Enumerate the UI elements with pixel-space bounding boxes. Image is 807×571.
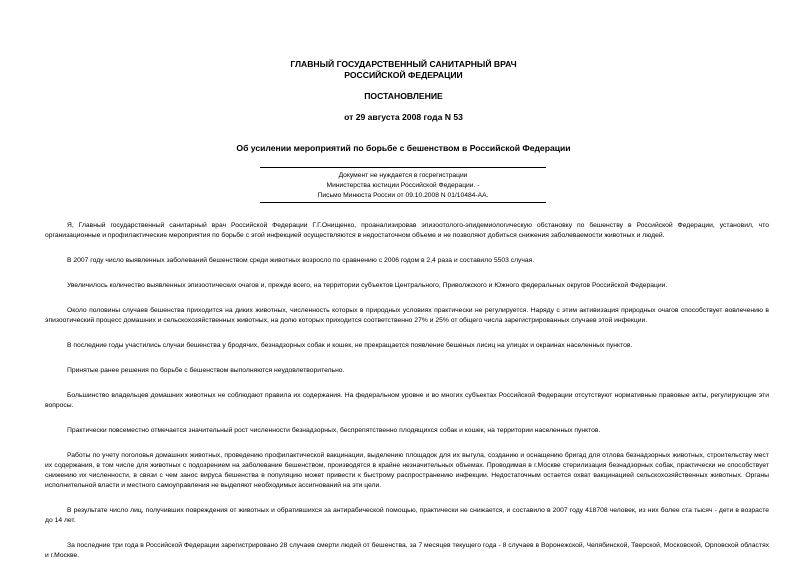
issuer-line-2: РОССИЙСКОЙ ФЕДЕРАЦИИ: [344, 70, 463, 80]
registration-notice: [260, 167, 546, 203]
paragraph-7: Большинство владельцев домашних животных не соблюдают правила их содержания. На федеральном уровне и во многих субъектах Российской Федерации отсутствуют нормативные правовые акты, регулирующие эти вопросы.: [45, 392, 769, 409]
document-date-number: от 29 августа 2008 года N 53: [344, 112, 463, 122]
document-type: ПОСТАНОВЛЕНИЕ: [364, 91, 443, 101]
issuer-line-1: ГЛАВНЫЙ ГОСУДАРСТВЕННЫЙ САНИТАРНЫЙ ВРАЧ: [290, 59, 517, 69]
document-body: [45, 221, 769, 561]
paragraph-2: В 2007 году число выявленных заболеваний бешенством среди животных возросло по сравнению с 2006 годом в 2,4 раза и составило 5503 случая.: [67, 257, 535, 264]
paragraph-10: В результате число лиц, получивших повреждения от животных и обратившихся за антирабической помощью, практически не снижается, и составило в 2007 году 418708 человек, из них более ста тысяч - дети в возрасте до 14 лет.: [45, 507, 769, 524]
paragraph-4: Около половины случаев бешенства приходится на диких животных, численность которых в природных условиях практически не регулируется. Наряду с этим активизация природных очагов способствует вовлечению в эпизоотический процесс домашних и сельскохозяйственных животных, на долю которых приходится соответственно 27% и 25% от общего числа зарегистрированных случаев этой инфекции.: [45, 307, 769, 324]
paragraph-8: Практически повсеместно отмечается значительный рост численности безнадзорных, беспрепятственно плодящихся собак и кошек, на территории населенных пунктов.: [67, 427, 601, 434]
paragraph-11: За последние три года в Российской Федерации зарегистрировано 28 случаев смерти людей от бешенства, за 7 месяцев текущего года - 8 случаев в Воронежской, Челябинской, Тверской, Московской, Орловской областях и г.Москве.: [45, 542, 769, 559]
notice-line-3: Письмо Минюста России от 09.10.2008 N 01/10484-АА.: [317, 192, 489, 199]
paragraph-6: Принятые ранее решения по борьбе с бешенством выполняются неудовлетворительно.: [67, 367, 345, 374]
paragraph-5: В последние годы участились случаи бешенства у бродячих, безнадзорных собак и кошек, не прекращается появление бешеных лисиц на улицах и окраинах населенных пунктов.: [67, 342, 633, 349]
notice-line-1: Документ не нуждается в госрегистрации: [338, 172, 468, 179]
paragraph-1: Я, Главный государственный санитарный врач Российской Федерации Г.Г.Онищенко, проанализировав эпизоотолого-эпидемиологическую обстановку по бешенству в Российской Федерации, установил, что организационные и профилактические мероприятия по борьбе с этой инфекцией осуществляются в недостаточном объеме и не позволяют добиться снижения заболеваемости животных и людей.: [45, 222, 769, 239]
document-title: Об усилении мероприятий по борьбе с бешенством в Российской Федерации: [236, 143, 571, 153]
paragraph-3: Увеличилось количество выявленных эпизоотических очагов и, прежде всего, на территории субъектов Центрального, Приволжского и Южного федеральных округов Российской Федерации.: [67, 282, 668, 289]
notice-line-2: Министерства юстиции Российской Федерации. -: [326, 182, 480, 189]
paragraph-9: Работы по учету поголовья домашних животных, проведению профилактической вакцинации, выделению площадок для их выгула, созданию и оснащению бригад для отлова безнадзорных животных, строительству мест их содержания, в том числе для животных с подозрением на заболевание бешенством, производятся в крайне незначительных объемах. Проводимая в г.Москве стерилизация безнадзорных собак, практически не способствует снижению их численности, в связи с чем занос вируса бешенства в популяцию может привести к быстрому распространению инфекции. Недостаточным остается охват вакцинацией сельскохозяйственных животных. Органы исполнительной власти и местного самоуправления не выделяют необходимых ассигнований на эти цели.: [45, 452, 769, 489]
